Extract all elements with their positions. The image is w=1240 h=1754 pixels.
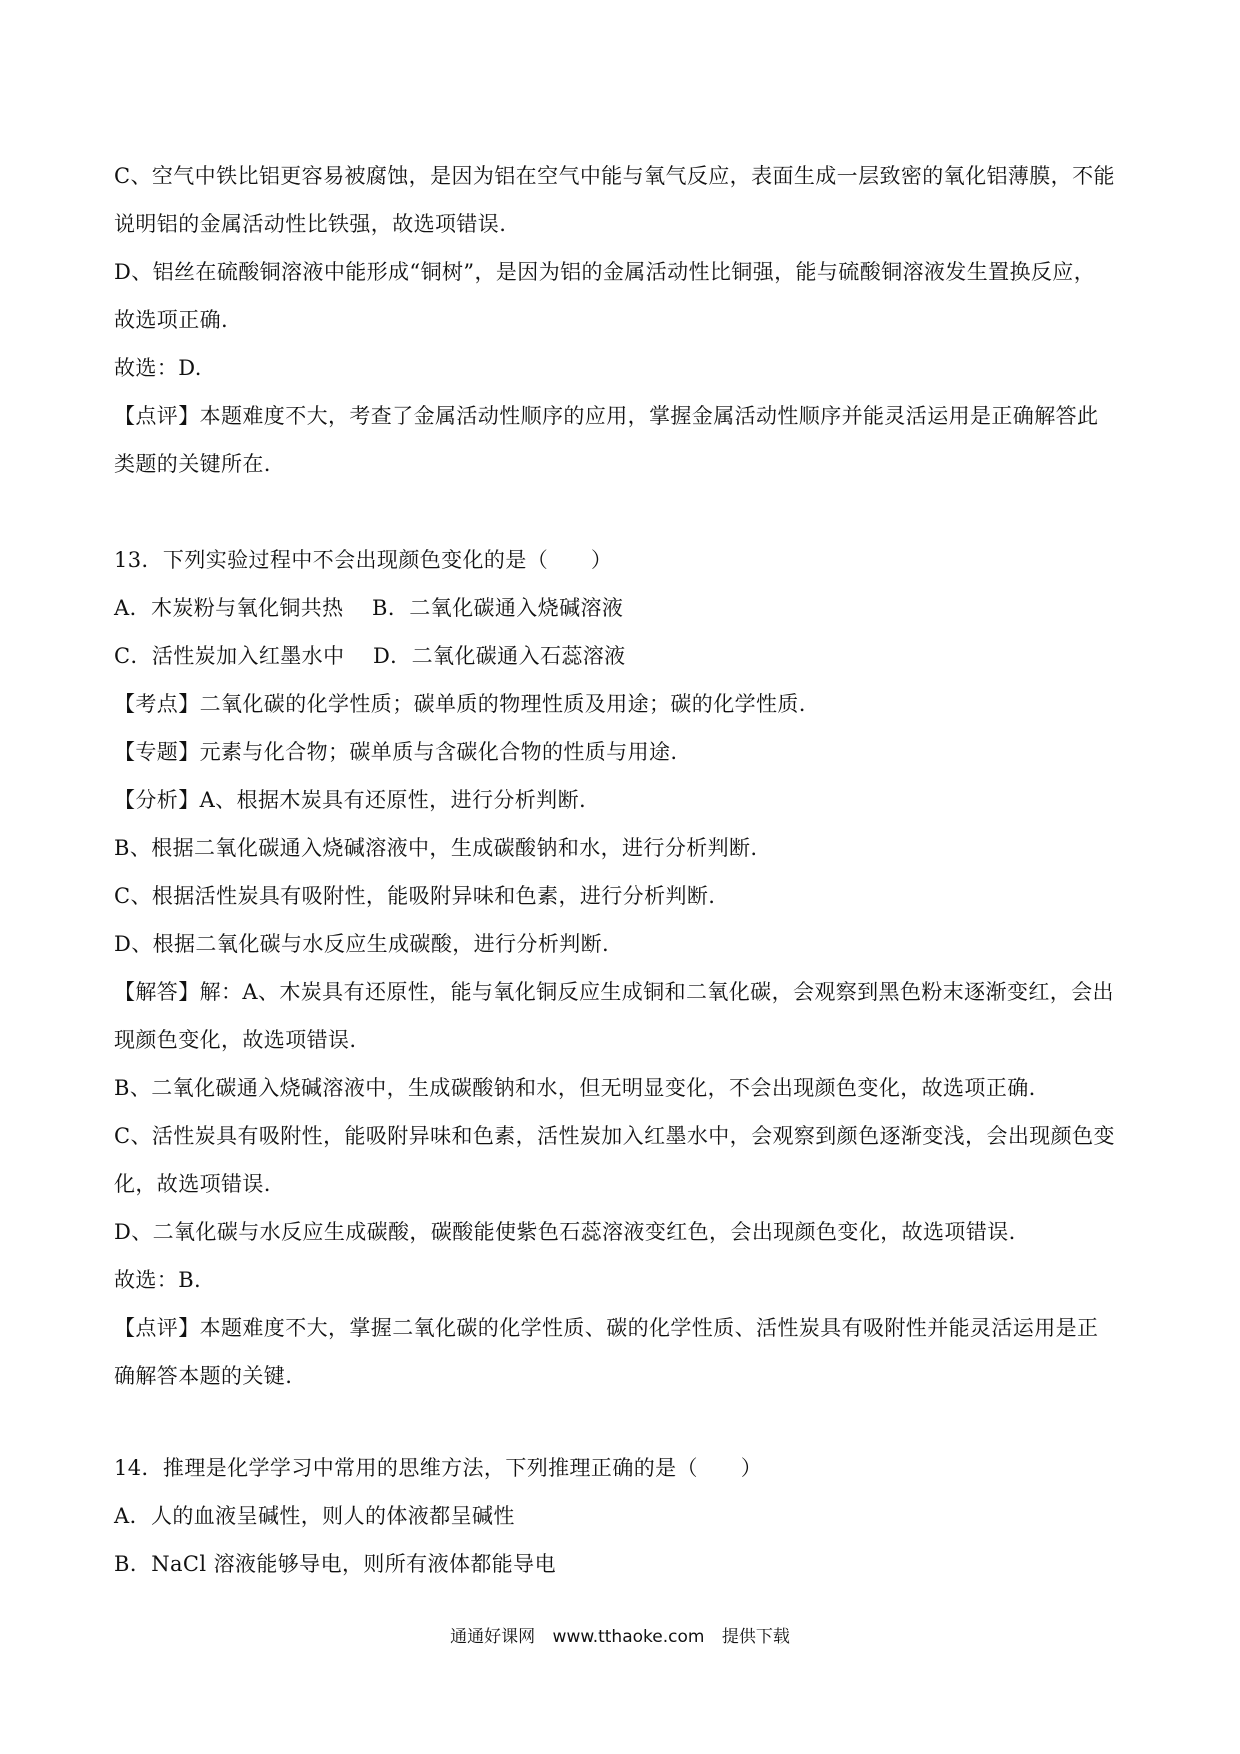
- section-gap: [114, 488, 1139, 536]
- text-line: 【点评】本题难度不大，考查了金属活动性顺序的应用，掌握金属活动性顺序并能灵活运用是正确解答此: [114, 404, 1099, 428]
- footer-suffix: 提供下载: [721, 1627, 790, 1647]
- page-footer: [0, 1622, 1240, 1647]
- text-line: D、铝丝在硫酸铜溶液中能形成“铜树”，是因为铝的金属活动性比铜强，能与硫酸铜溶液发生置换反应，: [114, 260, 1096, 284]
- question-12-tail: [114, 152, 1139, 488]
- text-line: 现颜色变化，故选项错误.: [114, 1028, 357, 1052]
- question-stem: 13．下列实验过程中不会出现颜色变化的是（ ）: [114, 548, 613, 572]
- question-14: [114, 1444, 1139, 1588]
- text-line: 化，故选项错误.: [114, 1172, 271, 1196]
- text-line: B、根据二氧化碳通入烧碱溶液中，生成碳酸钠和水，进行分析判断.: [114, 836, 758, 860]
- answer-options: C．活性炭加入红墨水中 D．二氧化碳通入石蕊溶液: [114, 644, 626, 668]
- footer-site-name: 通通好课网: [450, 1627, 536, 1647]
- answer-option: B．NaCl 溶液能够导电，则所有液体都能导电: [114, 1552, 556, 1576]
- text-line: 故选：D.: [114, 356, 202, 380]
- text-line: C、根据活性炭具有吸附性，能吸附异味和色素，进行分析判断.: [114, 884, 716, 908]
- text-line: 【分析】A、根据木炭具有还原性，进行分析判断.: [114, 788, 587, 812]
- text-line: 【解答】解：A、木炭具有还原性，能与氧化铜反应生成铜和二氧化碳，会观察到黑色粉末逐渐变红，会出: [114, 980, 1114, 1004]
- text-line: 【点评】本题难度不大，掌握二氧化碳的化学性质、碳的化学性质、活性炭具有吸附性并能灵活运用是正: [114, 1316, 1099, 1340]
- text-line: B、二氧化碳通入烧碱溶液中，生成碳酸钠和水，但无明显变化，不会出现颜色变化，故选项正确.: [114, 1076, 1036, 1100]
- text-line: D、根据二氧化碳与水反应生成碳酸，进行分析判断.: [114, 932, 610, 956]
- text-line: 确解答本题的关键.: [114, 1364, 293, 1388]
- text-line: D、二氧化碳与水反应生成碳酸，碳酸能使紫色石蕊溶液变红色，会出现颜色变化，故选项错误.: [114, 1220, 1016, 1244]
- text-line: C、活性炭具有吸附性，能吸附异味和色素，活性炭加入红墨水中，会观察到颜色逐渐变浅，会出现颜色变: [114, 1124, 1115, 1148]
- page-content: [114, 152, 1139, 1588]
- text-line: 说明铝的金属活动性比铁强，故选项错误.: [114, 212, 507, 236]
- text-line: 故选：B.: [114, 1268, 202, 1292]
- footer-url: www.tthaoke.com: [552, 1627, 705, 1647]
- text-line: 故选项正确.: [114, 308, 229, 332]
- section-gap: [114, 1400, 1139, 1444]
- text-line: 【考点】二氧化碳的化学性质；碳单质的物理性质及用途；碳的化学性质.: [114, 692, 806, 716]
- text-line: C、空气中铁比铝更容易被腐蚀，是因为铝在空气中能与氧气反应，表面生成一层致密的氧化铝薄膜，不能: [114, 164, 1115, 188]
- text-line: 【专题】元素与化合物；碳单质与含碳化合物的性质与用途.: [114, 740, 678, 764]
- question-13: [114, 536, 1139, 1400]
- text-line: 类题的关键所在.: [114, 452, 271, 476]
- question-stem: 14．推理是化学学习中常用的思维方法，下列推理正确的是（ ）: [114, 1456, 763, 1480]
- answer-options: A．木炭粉与氧化铜共热 B．二氧化碳通入烧碱溶液: [114, 596, 624, 620]
- answer-option: A．人的血液呈碱性，则人的体液都呈碱性: [114, 1504, 515, 1528]
